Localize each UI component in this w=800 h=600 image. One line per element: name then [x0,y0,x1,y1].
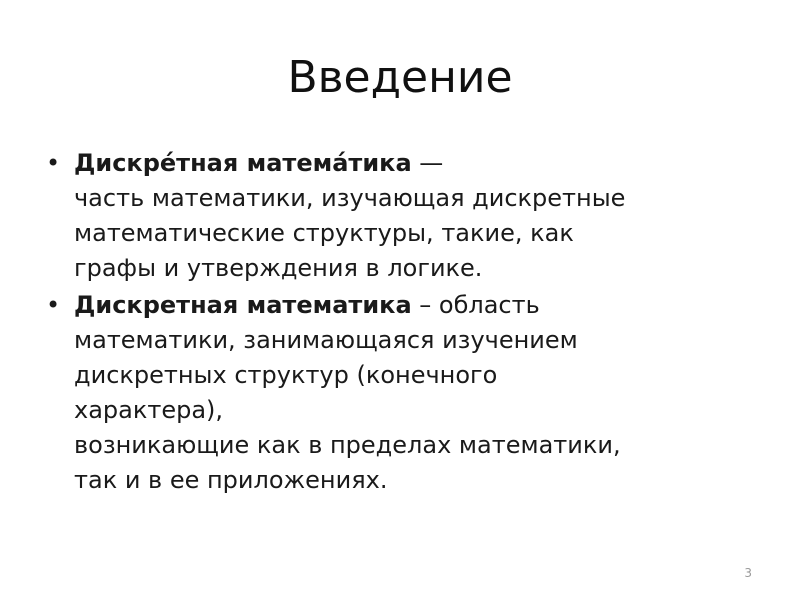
bullet-dot-icon: • [46,149,61,177]
bullet-dot-icon: • [46,291,61,319]
term-suffix: — [411,149,444,177]
bullet-line: дискретных структур (конечного [74,361,498,389]
slide-content [40,146,760,500]
bullet-item [40,288,760,498]
bullet-line: характера), [74,396,224,424]
slide-title: Введение [287,52,513,103]
bullet-item [40,146,760,286]
bullet-line: так и в ее приложениях. [74,466,388,494]
term-suffix: – область [411,291,540,319]
bullet-line: часть математики, изучающая дискретные [74,184,626,212]
bullet-line: математические структуры, такие, как [74,219,574,247]
bullet-line: математики, занимающаяся изучением [74,326,578,354]
bullet-first-line [74,146,760,181]
term: Дискретная математика [74,291,412,319]
bullet-first-line [74,288,760,323]
bullet-line: графы и утверждения в логике. [74,254,483,282]
term: Дискре́тная матема́тика [74,149,412,177]
page-number: 3 [744,566,752,580]
bullet-line: возникающие как в пределах математики, [74,431,621,459]
